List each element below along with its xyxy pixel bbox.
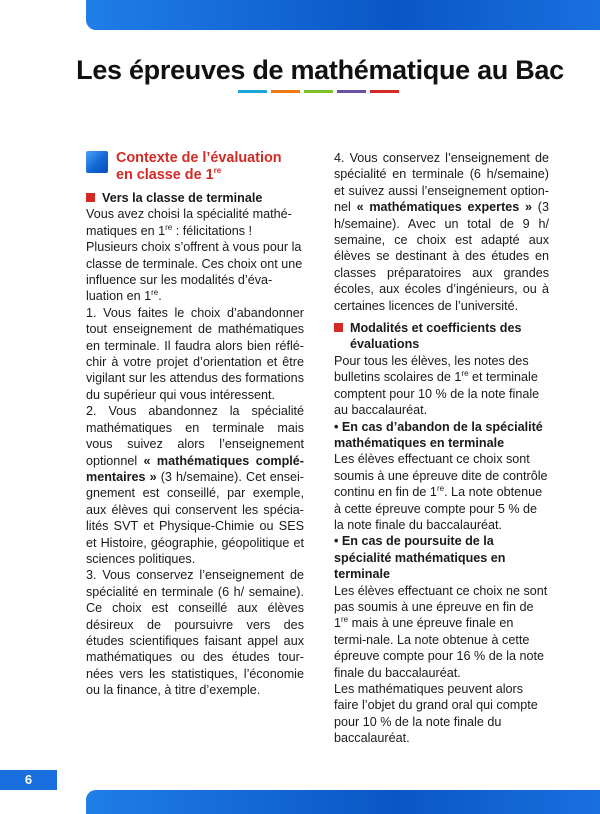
- underline-segment: [337, 90, 366, 93]
- bold-text: « mathématiques complé-mentaires »: [86, 453, 305, 484]
- section-title-line1: Contexte de l’évaluation: [116, 150, 282, 166]
- sub-heading: [334, 320, 549, 353]
- superscript: re: [341, 615, 349, 625]
- paragraph: 3. Vous conservez l’enseignement de spécialité en terminale (6 h/ semaine). Ce choix est conseillé aux élèves désireux de poursuivre vers des études scientifiques faisant appel aux mathématiques ou des études tour-nées vers les statistiques, l’économie ou la finance, à titre d’exemple.: [86, 568, 304, 698]
- superscript: re: [165, 222, 173, 232]
- red-square-icon: [334, 323, 343, 332]
- superscript: re: [213, 166, 222, 176]
- paragraph: [334, 451, 549, 533]
- sub-heading: [86, 190, 304, 206]
- text: mais à une épreuve finale en termi-nale. La note obtenue à cette épreuve compte pour 16 % de la note finale du baccalauréat.: [334, 616, 545, 680]
- underline-segment: [304, 90, 333, 93]
- paragraph: [86, 403, 304, 567]
- text: Les élèves effectuant ce choix ne sont pas soumis à une épreuve en fin de 1: [334, 583, 548, 631]
- red-square-icon: [86, 193, 95, 202]
- bullet-heading: • En cas d’abandon de la spécialité mathématiques en terminale: [334, 419, 543, 450]
- paragraph: [86, 239, 304, 305]
- text: 4. Vous conservez l’enseignement de spécialité en terminale (6 h/semaine) et suivez aussi l’enseignement option-nel: [334, 151, 549, 215]
- text: Pour tous les élèves, les notes des bulletins scolaires de 1: [334, 353, 529, 385]
- title-underline: [238, 90, 399, 93]
- paragraph: 1. Vous faites le choix d’abandonner tout enseignement de mathématiques en terminale. Il faudra alors bien réflé-chir à votre projet d’orientation et être vigilant sur les attendus des formations du supérieur qui vous intéressent.: [86, 305, 304, 402]
- text: Plusieurs choix s’offrent à vous pour la classe de terminale. Ces choix ont une influence sur les modalités d’éva-luation en 1: [86, 240, 303, 304]
- bullet-heading: • En cas de poursuite de la spécialité mathématiques en terminale: [334, 534, 506, 582]
- superscript: re: [436, 483, 445, 493]
- text: : félicitations !: [172, 223, 253, 238]
- paragraph: [334, 353, 549, 419]
- sub-heading-text: Modalités et coefficients des évaluations: [350, 321, 522, 352]
- footer-band: [86, 790, 600, 814]
- paragraph: [86, 206, 304, 239]
- underline-segment: [238, 90, 267, 93]
- section-header: [86, 150, 304, 184]
- section-title: [116, 150, 282, 184]
- text: (3 h/semaine). Avec un total de 9 h/ semaine, ce choix est adapté aux élèves se destinant à des études en classes préparatoires aux grandes écoles, aux écoles d’ingénieurs, ou à certaines licences de l’université.: [334, 200, 549, 313]
- text: 2. Vous abandonnez la spécialité mathématiques en terminale mais vous suivez alors l’enseignement optionnel: [86, 404, 304, 468]
- text: et terminale comptent pour 10 % de la note finale au baccalauréat.: [334, 370, 540, 418]
- text: . La note obtenue à cette épreuve compte pour 5 % de la note finale du baccalauréat.: [334, 485, 543, 532]
- paragraph: [334, 583, 549, 681]
- text: .: [158, 289, 162, 304]
- underline-segment: [370, 90, 399, 93]
- page-title: Les épreuves de mathématique au Bac: [76, 55, 564, 85]
- section-title-line2: en classe de 1: [116, 167, 214, 183]
- superscript: re: [151, 288, 159, 298]
- sub-heading-text: Vers la classe de terminale: [102, 191, 263, 205]
- right-column: [334, 150, 549, 747]
- text: (3 h/semaine). Cet ensei-gnement est conseillé, par exemple, aux élèves qui conservent les spécia-lités SVT et Physique-Chimie ou SES et Histoire, géographie, géopolitique et sciences politiques.: [86, 469, 304, 566]
- superscript: re: [461, 369, 469, 379]
- page-number: 6: [0, 770, 57, 790]
- underline-segment: [271, 90, 300, 93]
- text: Les élèves effectuant ce choix sont soumis à une épreuve dite de contrôle continu en fin de 1: [334, 452, 548, 500]
- bold-text: « mathématiques expertes »: [356, 200, 533, 215]
- paragraph: [334, 150, 549, 314]
- section-square-icon: [86, 151, 108, 173]
- header-band: [86, 0, 600, 30]
- left-column: [86, 150, 304, 699]
- paragraph: Les mathématiques peuvent alors faire l’objet du grand oral qui compte pour 10 % de la note finale du baccalauréat.: [334, 682, 538, 746]
- text: Vous avez choisi la spécialité mathé-matiques en 1: [86, 207, 292, 238]
